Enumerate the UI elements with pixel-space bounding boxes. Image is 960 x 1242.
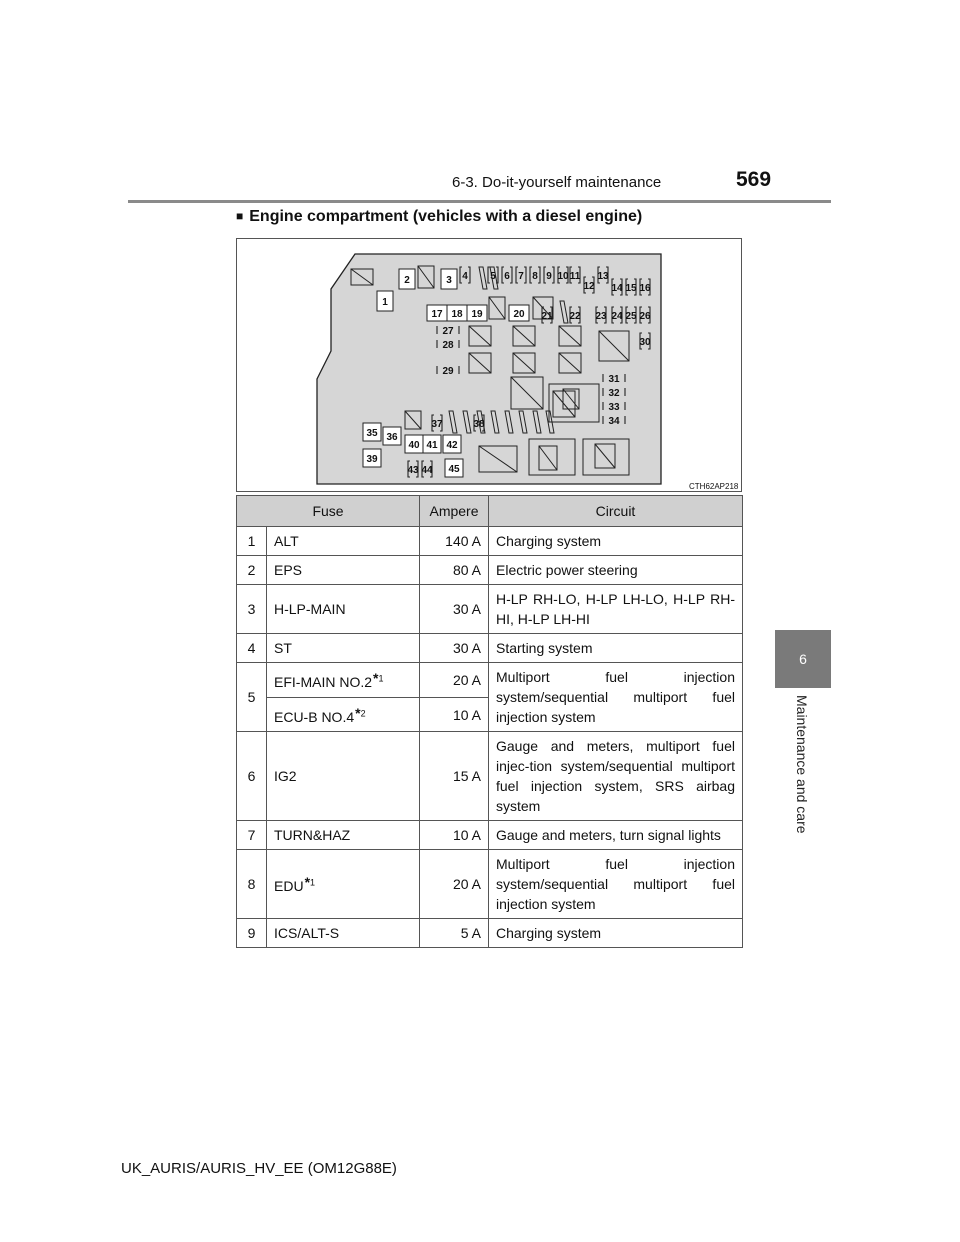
fuse-circuit: Electric power steering — [489, 556, 743, 585]
fuse-label-40: 40 — [408, 440, 420, 451]
fuse-circuit: Multiport fuel injection system/sequential multiport fuel injection system — [489, 850, 743, 919]
fuse-label-11: 11 — [569, 271, 581, 282]
fuse-label-32: 32 — [608, 388, 620, 399]
fuse-label-33: 33 — [608, 402, 620, 413]
figure-code: CTH62AP218 — [689, 482, 739, 491]
fuse-number: 8 — [237, 850, 267, 919]
fuse-circuit: H-LP RH-LO, H-LP LH-LO, H-LP RH-HI, H-LP LH-HI — [489, 585, 743, 634]
fuse-name: ALT — [267, 527, 420, 556]
table-row — [237, 527, 743, 556]
fuse-label-43: 43 — [407, 465, 419, 476]
fuse-label-18: 18 — [451, 309, 463, 320]
fuse-name: TURN&HAZ — [267, 821, 420, 850]
fuse-label-20: 20 — [513, 309, 525, 320]
fuse-label-38: 38 — [473, 419, 485, 430]
fuse-ampere: 30 A — [420, 585, 489, 634]
fuse-box-diagram — [236, 238, 742, 492]
fuse-number: 3 — [237, 585, 267, 634]
fuse-label-27: 27 — [442, 326, 454, 337]
fuse-ampere: 80 A — [420, 556, 489, 585]
header-circuit: Circuit — [489, 496, 743, 527]
fuse-name: EDU*$^1$ — [267, 850, 420, 919]
document-footer: UK_AURIS/AURIS_HV_EE (OM12G88E) — [121, 1160, 397, 1177]
fuse-circuit: Charging system — [489, 919, 743, 948]
fuse-label-26: 26 — [639, 311, 651, 322]
fuse-name: IG2 — [267, 732, 420, 821]
fuse-label-31: 31 — [608, 374, 620, 385]
fuse-label-14: 14 — [611, 283, 623, 294]
fuse-label-15: 15 — [625, 283, 637, 294]
fuse-label-13: 13 — [597, 271, 609, 282]
fuse-label-21: 21 — [541, 311, 553, 322]
fuse-ampere: 140 A — [420, 527, 489, 556]
fuse-box-svg — [237, 239, 741, 491]
fuse-label-45: 45 — [448, 464, 460, 475]
fuse-name: ECU-B NO.4*$^2$ — [267, 698, 420, 732]
fuse-number: 1 — [237, 527, 267, 556]
table-row — [237, 821, 743, 850]
chapter-tab[interactable]: 6 — [775, 630, 831, 688]
fuse-label-22: 22 — [569, 311, 581, 322]
fuse-label-12: 12 — [583, 281, 595, 292]
running-header-section: 6-3. Do-it-yourself maintenance — [452, 174, 662, 191]
header-fuse: Fuse — [237, 496, 420, 527]
section-title: ■ Engine compartment (vehicles with a diesel engine) — [236, 208, 643, 225]
fuse-label-25: 25 — [625, 311, 637, 322]
fuse-number: 7 — [237, 821, 267, 850]
fuse-label-5: 5 — [490, 271, 496, 282]
fuse-label-39: 39 — [366, 454, 378, 465]
fuse-label-9: 9 — [546, 271, 552, 282]
fuse-label-34: 34 — [608, 416, 620, 427]
fuse-label-28: 28 — [442, 340, 454, 351]
fuse-number: 4 — [237, 634, 267, 663]
fuse-circuit: Gauge and meters, multiport fuel injec-tion system/sequential multiport fuel injection system, SRS airbag system — [489, 732, 743, 821]
fuse-label-19: 19 — [471, 309, 483, 320]
fuse-label-16: 16 — [639, 283, 651, 294]
header-rule — [128, 200, 831, 203]
fuse-circuit: Multiport fuel injection system/sequential multiport fuel injection system — [489, 663, 743, 732]
fuse-number: 5 — [237, 663, 267, 732]
fuse-name: EFI-MAIN NO.2*$^1$ — [267, 663, 420, 698]
fuse-label-41: 41 — [426, 440, 438, 451]
fuse-number: 6 — [237, 732, 267, 821]
fuse-name: ICS/ALT-S — [267, 919, 420, 948]
table-row — [237, 585, 743, 634]
fuse-label-6: 6 — [504, 271, 510, 282]
fuse-name: ST — [267, 634, 420, 663]
fuse-label-36: 36 — [386, 432, 398, 443]
fuse-ampere: 10 A — [420, 821, 489, 850]
fuse-label-17: 17 — [431, 309, 443, 320]
table-row — [237, 634, 743, 663]
square-bullet-icon: ■ — [236, 209, 244, 223]
fuse-label-4: 4 — [462, 271, 468, 282]
fuse-circuit: Charging system — [489, 527, 743, 556]
table-row — [237, 850, 743, 919]
fuse-label-23: 23 — [595, 311, 607, 322]
table-header-row — [237, 496, 743, 527]
header-ampere: Ampere — [420, 496, 489, 527]
fuse-label-37: 37 — [431, 419, 443, 430]
fuse-label-3: 3 — [446, 275, 452, 286]
table-row — [237, 663, 743, 698]
fuse-label-8: 8 — [532, 271, 538, 282]
fuse-label-35: 35 — [366, 428, 378, 439]
fuse-number: 9 — [237, 919, 267, 948]
fuse-label-2: 2 — [404, 275, 410, 286]
table-row — [237, 732, 743, 821]
fuse-table — [236, 495, 743, 948]
chapter-title: Maintenance and care — [794, 695, 810, 834]
fuse-label-1: 1 — [382, 297, 388, 308]
fuse-ampere: 20 A — [420, 850, 489, 919]
fuse-label-10: 10 — [557, 271, 569, 282]
fuse-label-42: 42 — [446, 440, 458, 451]
fuse-name: H-LP-MAIN — [267, 585, 420, 634]
fuse-label-29: 29 — [442, 366, 454, 377]
page-number: 569 — [736, 168, 772, 191]
fuse-label-7: 7 — [518, 271, 524, 282]
fuse-ampere: 5 A — [420, 919, 489, 948]
fuse-name: EPS — [267, 556, 420, 585]
fuse-label-30: 30 — [639, 337, 651, 348]
fuse-label-24: 24 — [611, 311, 623, 322]
fuse-circuit: Starting system — [489, 634, 743, 663]
fuse-label-44: 44 — [421, 465, 433, 476]
fuse-ampere: 20 A — [420, 663, 489, 698]
table-row — [237, 556, 743, 585]
table-row — [237, 919, 743, 948]
fuse-circuit: Gauge and meters, turn signal lights — [489, 821, 743, 850]
fuse-ampere: 30 A — [420, 634, 489, 663]
fuse-ampere: 15 A — [420, 732, 489, 821]
fuse-number: 2 — [237, 556, 267, 585]
fuse-ampere: 10 A — [420, 698, 489, 732]
